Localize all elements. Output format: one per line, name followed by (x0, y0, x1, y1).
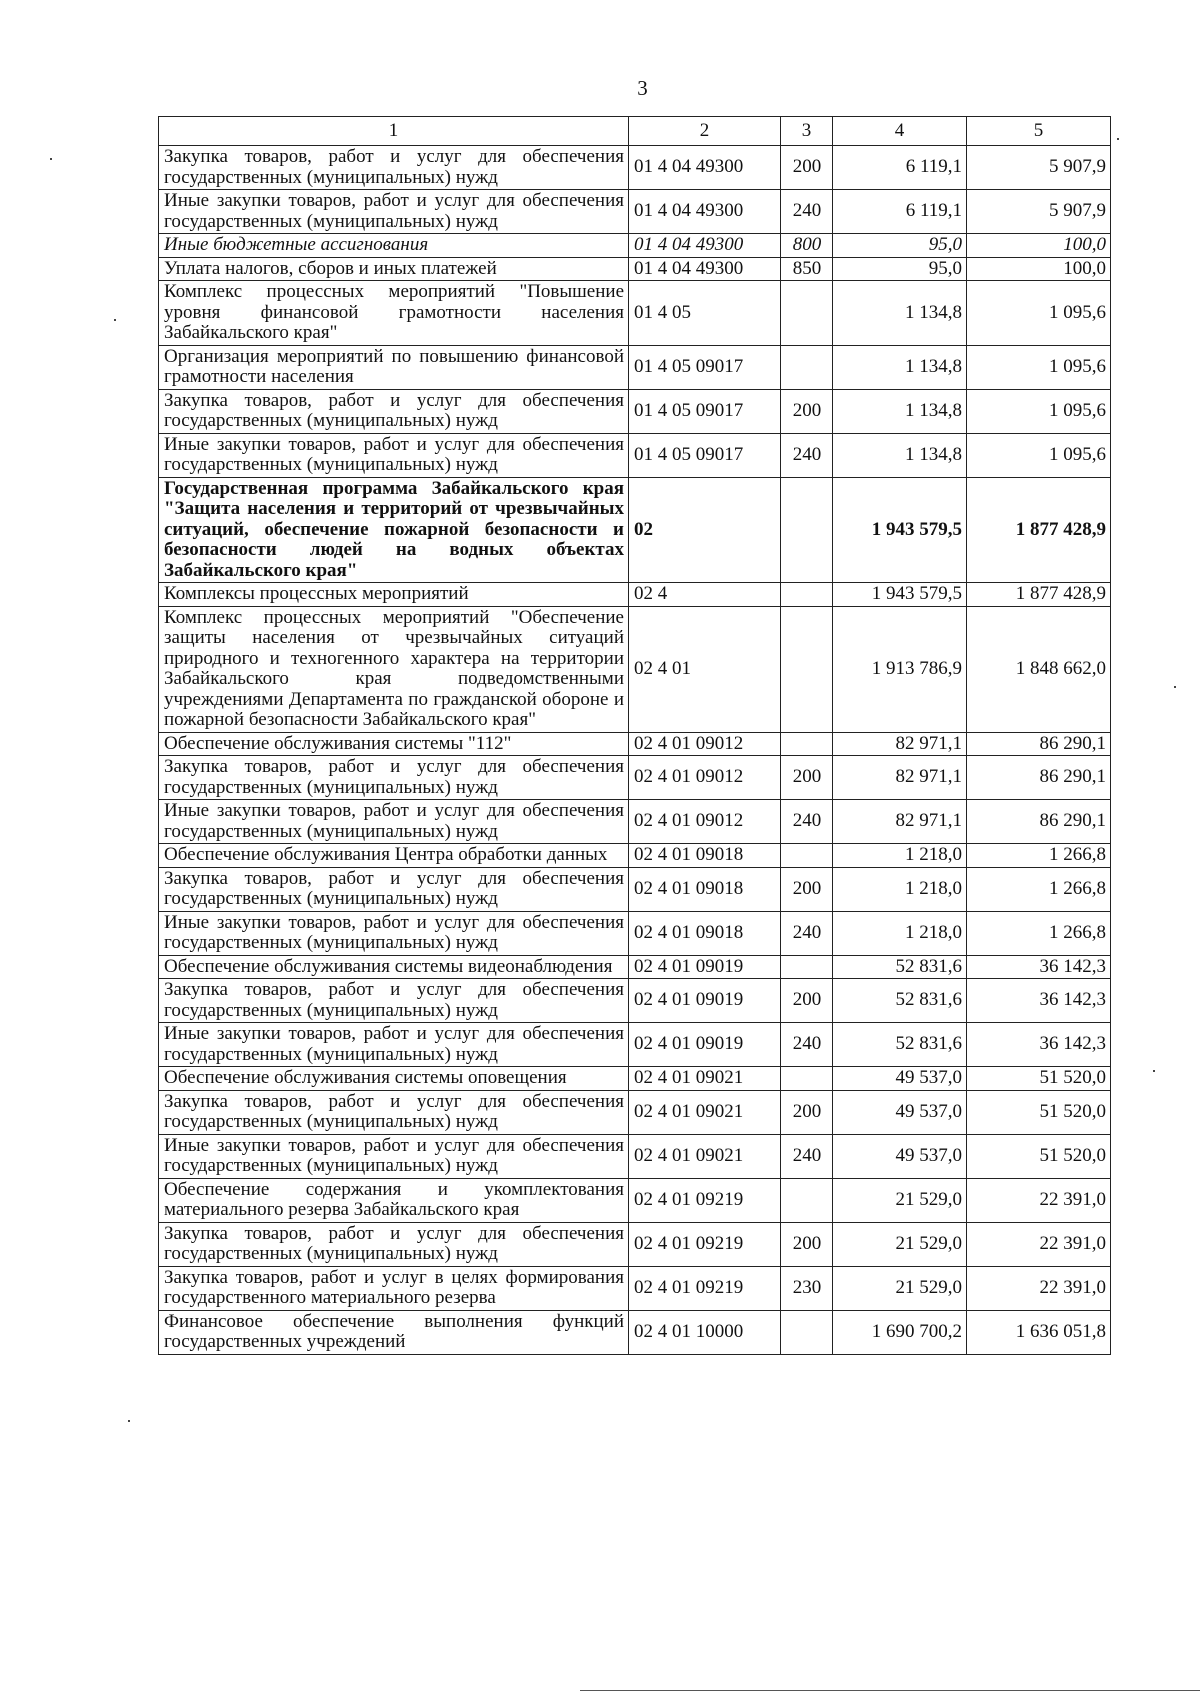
row-code-cell: 01 4 05 (629, 281, 781, 346)
row-type-cell (781, 844, 833, 868)
row-code-cell: 02 4 01 09012 (629, 800, 781, 844)
row-type-cell (781, 583, 833, 607)
row-name-cell: Организация мероприятий по повышению финансовой грамотности населения (159, 345, 629, 389)
table-row (159, 257, 1111, 281)
row-value-col5: 1 095,6 (967, 281, 1111, 346)
page-number: 3 (637, 76, 648, 100)
row-type-cell: 200 (781, 756, 833, 800)
row-value-col5: 86 290,1 (967, 732, 1111, 756)
row-code-cell: 02 4 01 09219 (629, 1178, 781, 1222)
row-type-cell: 200 (781, 979, 833, 1023)
row-name-cell: Закупка товаров, работ и услуг для обеспечения государственных (муниципальных) нужд (159, 146, 629, 190)
row-value-col5: 22 391,0 (967, 1222, 1111, 1266)
row-type-cell (781, 281, 833, 346)
row-value-col5: 86 290,1 (967, 800, 1111, 844)
row-code-cell: 02 4 01 09012 (629, 756, 781, 800)
row-name-cell: Обеспечение обслуживания системы "112" (159, 732, 629, 756)
row-value-col5: 1 266,8 (967, 844, 1111, 868)
row-value-col4: 95,0 (833, 234, 967, 258)
row-type-cell: 200 (781, 389, 833, 433)
row-type-cell (781, 1067, 833, 1091)
row-name-cell: Закупка товаров, работ и услуг для обеспечения государственных (муниципальных) нужд (159, 867, 629, 911)
scan-dot (1117, 138, 1119, 140)
row-code-cell: 02 4 01 09018 (629, 911, 781, 955)
row-value-col4: 1 134,8 (833, 281, 967, 346)
row-value-col4: 1 134,8 (833, 345, 967, 389)
table-row (159, 844, 1111, 868)
row-type-cell: 200 (781, 1222, 833, 1266)
row-type-cell: 200 (781, 146, 833, 190)
row-value-col4: 1 943 579,5 (833, 477, 967, 583)
table-row (159, 756, 1111, 800)
row-value-col5: 1 095,6 (967, 433, 1111, 477)
row-value-col4: 21 529,0 (833, 1266, 967, 1310)
table-row (159, 190, 1111, 234)
row-value-col4: 1 134,8 (833, 389, 967, 433)
table-row (159, 732, 1111, 756)
row-value-col4: 1 218,0 (833, 867, 967, 911)
row-code-cell: 02 4 01 09021 (629, 1134, 781, 1178)
table-row (159, 234, 1111, 258)
row-code-cell: 02 4 01 09219 (629, 1266, 781, 1310)
table-row (159, 345, 1111, 389)
row-value-col4: 82 971,1 (833, 756, 967, 800)
row-value-col5: 1 266,8 (967, 867, 1111, 911)
row-name-cell: Иные закупки товаров, работ и услуг для обеспечения государственных (муниципальных) нужд (159, 1134, 629, 1178)
row-code-cell: 02 4 01 09021 (629, 1067, 781, 1091)
table-row (159, 1310, 1111, 1354)
row-code-cell: 02 4 (629, 583, 781, 607)
row-value-col4: 1 218,0 (833, 911, 967, 955)
scan-dot (1153, 1070, 1155, 1072)
table-row (159, 281, 1111, 346)
row-code-cell: 02 4 01 09018 (629, 867, 781, 911)
row-value-col5: 1 877 428,9 (967, 477, 1111, 583)
row-value-col5: 1 266,8 (967, 911, 1111, 955)
row-type-cell: 240 (781, 433, 833, 477)
row-code-cell: 02 4 01 09021 (629, 1090, 781, 1134)
row-value-col5: 100,0 (967, 234, 1111, 258)
row-code-cell: 02 4 01 09019 (629, 979, 781, 1023)
row-value-col4: 6 119,1 (833, 190, 967, 234)
row-name-cell: Обеспечение содержания и укомплектования материального резерва Забайкальского края (159, 1178, 629, 1222)
table-row (159, 389, 1111, 433)
header-col-4: 4 (833, 117, 967, 146)
row-value-col4: 52 831,6 (833, 1023, 967, 1067)
table-row (159, 1222, 1111, 1266)
row-value-col4: 52 831,6 (833, 955, 967, 979)
scan-dot (50, 158, 52, 160)
row-value-col4: 21 529,0 (833, 1178, 967, 1222)
row-value-col5: 1 095,6 (967, 345, 1111, 389)
table-row (159, 146, 1111, 190)
row-code-cell: 02 4 01 (629, 606, 781, 732)
table-row (159, 1266, 1111, 1310)
table-row (159, 955, 1111, 979)
row-type-cell: 200 (781, 867, 833, 911)
row-value-col4: 52 831,6 (833, 979, 967, 1023)
row-value-col5: 36 142,3 (967, 1023, 1111, 1067)
row-value-col5: 86 290,1 (967, 756, 1111, 800)
row-code-cell: 02 4 01 09219 (629, 1222, 781, 1266)
row-value-col4: 21 529,0 (833, 1222, 967, 1266)
row-name-cell: Иные закупки товаров, работ и услуг для обеспечения государственных (муниципальных) нужд (159, 190, 629, 234)
row-code-cell: 02 4 01 09012 (629, 732, 781, 756)
row-name-cell: Обеспечение обслуживания Центра обработки данных (159, 844, 629, 868)
header-col-1: 1 (159, 117, 629, 146)
budget-table (158, 116, 1111, 1355)
row-value-col4: 82 971,1 (833, 732, 967, 756)
row-value-col5: 5 907,9 (967, 146, 1111, 190)
row-value-col4: 1 218,0 (833, 844, 967, 868)
row-value-col5: 22 391,0 (967, 1178, 1111, 1222)
table-row (159, 1023, 1111, 1067)
row-code-cell: 02 (629, 477, 781, 583)
row-code-cell: 02 4 01 10000 (629, 1310, 781, 1354)
row-value-col5: 1 848 662,0 (967, 606, 1111, 732)
row-code-cell: 01 4 05 09017 (629, 389, 781, 433)
row-value-col5: 22 391,0 (967, 1266, 1111, 1310)
row-code-cell: 01 4 04 49300 (629, 234, 781, 258)
scan-edge-line (580, 1690, 1200, 1691)
row-code-cell: 01 4 05 09017 (629, 345, 781, 389)
row-name-cell: Комплекс процессных мероприятий "Обеспечение защиты населения от чрезвычайных ситуаций природного и техногенного характера на территории Забайкальского края подведомственными учреждениями Департамента по гражданской обороне и пожарной безопасности Забайкальского края" (159, 606, 629, 732)
row-name-cell: Иные закупки товаров, работ и услуг для обеспечения государственных (муниципальных) нужд (159, 1023, 629, 1067)
row-type-cell (781, 345, 833, 389)
row-type-cell: 850 (781, 257, 833, 281)
row-value-col4: 1 134,8 (833, 433, 967, 477)
row-code-cell: 02 4 01 09019 (629, 955, 781, 979)
row-name-cell: Закупка товаров, работ и услуг для обеспечения государственных (муниципальных) нужд (159, 1090, 629, 1134)
row-value-col5: 100,0 (967, 257, 1111, 281)
row-code-cell: 01 4 05 09017 (629, 433, 781, 477)
row-value-col5: 5 907,9 (967, 190, 1111, 234)
row-type-cell: 230 (781, 1266, 833, 1310)
row-type-cell: 200 (781, 1090, 833, 1134)
table-row (159, 979, 1111, 1023)
row-name-cell: Уплата налогов, сборов и иных платежей (159, 257, 629, 281)
header-col-2: 2 (629, 117, 781, 146)
table-row (159, 800, 1111, 844)
row-type-cell (781, 732, 833, 756)
row-type-cell (781, 1178, 833, 1222)
row-code-cell: 01 4 04 49300 (629, 146, 781, 190)
row-value-col5: 1 877 428,9 (967, 583, 1111, 607)
row-name-cell: Государственная программа Забайкальского края "Защита населения и территорий от чрезвычайных ситуаций, обеспечение пожарной безопасности и безопасности людей на водных объектах Забайкальского края" (159, 477, 629, 583)
row-value-col4: 49 537,0 (833, 1067, 967, 1091)
row-value-col4: 95,0 (833, 257, 967, 281)
row-type-cell (781, 477, 833, 583)
row-name-cell: Финансовое обеспечение выполнения функций государственных учреждений (159, 1310, 629, 1354)
row-value-col5: 51 520,0 (967, 1090, 1111, 1134)
scan-dot (1174, 686, 1176, 688)
row-type-cell (781, 606, 833, 732)
table-row (159, 1067, 1111, 1091)
row-name-cell: Закупка товаров, работ и услуг для обеспечения государственных (муниципальных) нужд (159, 756, 629, 800)
table-body (159, 146, 1111, 1355)
table-row (159, 583, 1111, 607)
row-type-cell: 240 (781, 190, 833, 234)
row-name-cell: Закупка товаров, работ и услуг для обеспечения государственных (муниципальных) нужд (159, 1222, 629, 1266)
row-value-col4: 6 119,1 (833, 146, 967, 190)
header-col-5: 5 (967, 117, 1111, 146)
table-row (159, 867, 1111, 911)
row-name-cell: Иные закупки товаров, работ и услуг для обеспечения государственных (муниципальных) нужд (159, 911, 629, 955)
table-row (159, 477, 1111, 583)
row-value-col4: 1 913 786,9 (833, 606, 967, 732)
row-value-col4: 1 943 579,5 (833, 583, 967, 607)
row-name-cell: Обеспечение обслуживания системы видеонаблюдения (159, 955, 629, 979)
row-code-cell: 01 4 04 49300 (629, 257, 781, 281)
header-col-3: 3 (781, 117, 833, 146)
table-row (159, 1178, 1111, 1222)
row-type-cell: 800 (781, 234, 833, 258)
table-row (159, 606, 1111, 732)
scan-dot (128, 1420, 130, 1422)
table-row (159, 1134, 1111, 1178)
row-name-cell: Иные закупки товаров, работ и услуг для обеспечения государственных (муниципальных) нужд (159, 800, 629, 844)
row-value-col4: 1 690 700,2 (833, 1310, 967, 1354)
row-code-cell: 01 4 04 49300 (629, 190, 781, 234)
scan-dot (114, 319, 116, 321)
row-value-col5: 51 520,0 (967, 1067, 1111, 1091)
row-name-cell: Закупка товаров, работ и услуг для обеспечения государственных (муниципальных) нужд (159, 979, 629, 1023)
row-value-col4: 49 537,0 (833, 1090, 967, 1134)
row-name-cell: Иные бюджетные ассигнования (159, 234, 629, 258)
row-name-cell: Комплекс процессных мероприятий "Повышение уровня финансовой грамотности населения Забайкальского края" (159, 281, 629, 346)
row-value-col5: 36 142,3 (967, 955, 1111, 979)
table-row (159, 433, 1111, 477)
row-value-col4: 49 537,0 (833, 1134, 967, 1178)
row-code-cell: 02 4 01 09019 (629, 1023, 781, 1067)
row-name-cell: Иные закупки товаров, работ и услуг для обеспечения государственных (муниципальных) нужд (159, 433, 629, 477)
row-type-cell: 240 (781, 1023, 833, 1067)
row-value-col5: 51 520,0 (967, 1134, 1111, 1178)
row-value-col4: 82 971,1 (833, 800, 967, 844)
row-name-cell: Комплексы процессных мероприятий (159, 583, 629, 607)
row-code-cell: 02 4 01 09018 (629, 844, 781, 868)
row-value-col5: 36 142,3 (967, 979, 1111, 1023)
row-name-cell: Обеспечение обслуживания системы оповещения (159, 1067, 629, 1091)
row-value-col5: 1 636 051,8 (967, 1310, 1111, 1354)
row-type-cell: 240 (781, 911, 833, 955)
row-type-cell: 240 (781, 1134, 833, 1178)
row-type-cell (781, 955, 833, 979)
row-type-cell: 240 (781, 800, 833, 844)
table-row (159, 911, 1111, 955)
row-name-cell: Закупка товаров, работ и услуг для обеспечения государственных (муниципальных) нужд (159, 389, 629, 433)
table-row (159, 1090, 1111, 1134)
row-name-cell: Закупка товаров, работ и услуг в целях формирования государственного материального резерва (159, 1266, 629, 1310)
row-value-col5: 1 095,6 (967, 389, 1111, 433)
row-type-cell (781, 1310, 833, 1354)
header-row (159, 117, 1111, 146)
